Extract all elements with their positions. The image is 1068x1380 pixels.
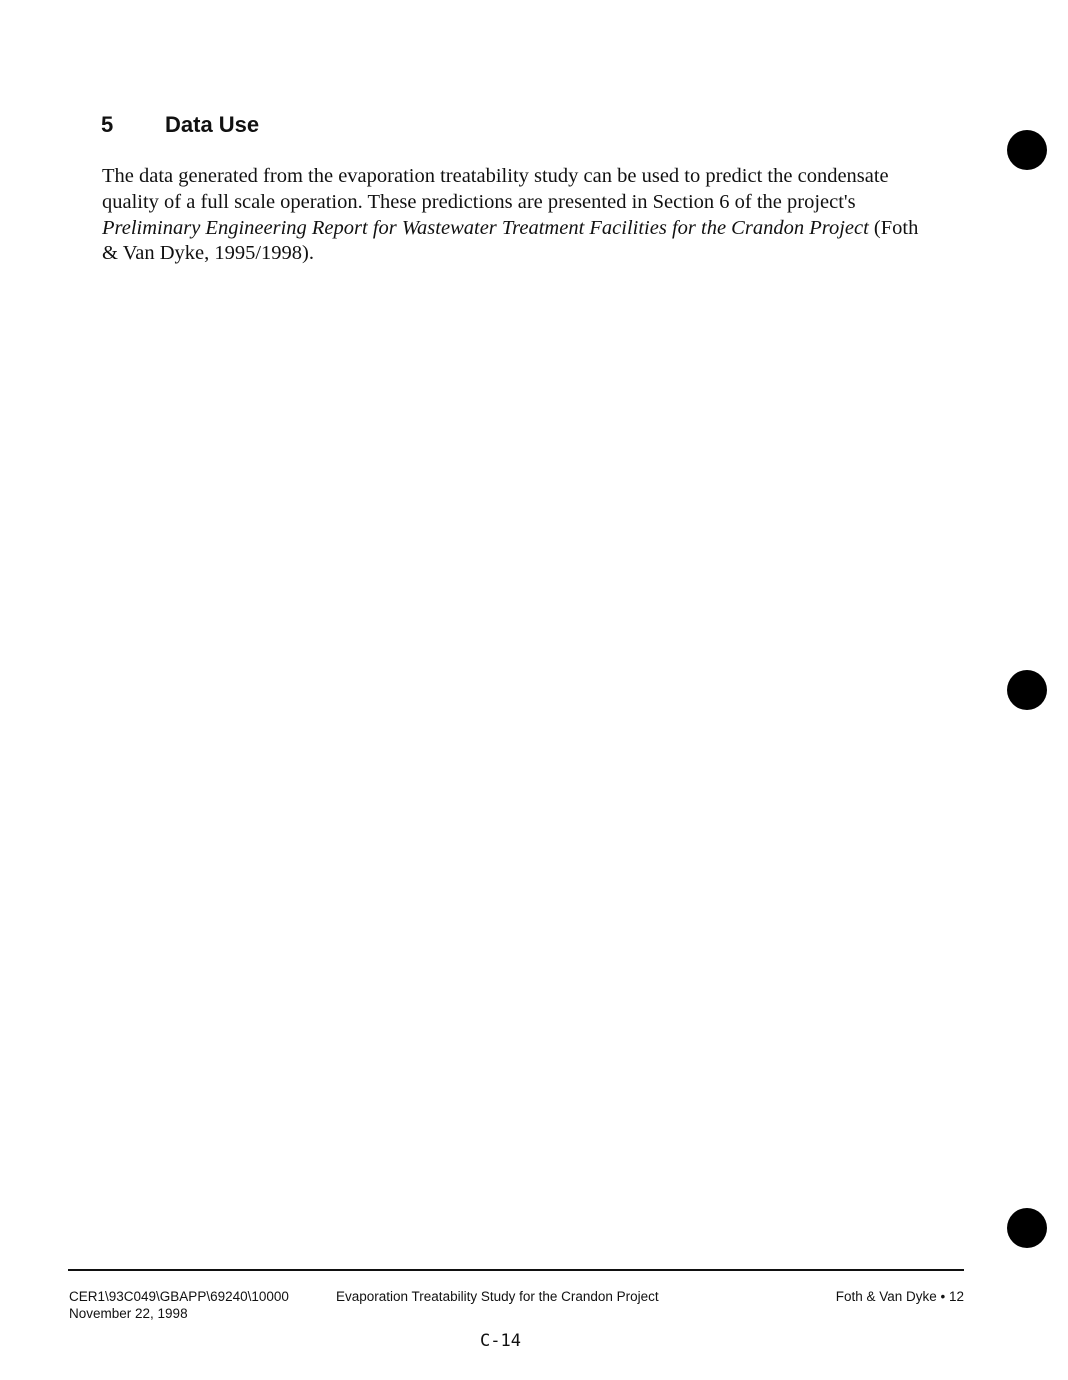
body-text-before: The data generated from the evaporation treatability study can be used to predict the condensate quality of a full scale operation. These predictions are presented in Section 6 of the project's <box>102 165 889 213</box>
report-title: Preliminary Engineering Report for Wastewater Treatment Facilities for the Crandon Project <box>102 216 869 239</box>
footer-left <box>69 1288 289 1322</box>
page-number: C-14 <box>480 1331 521 1351</box>
footer-divider <box>68 1269 964 1271</box>
body-text-after: (Foth & Van Dyke, 1995/1998). <box>102 216 919 265</box>
section-number: 5 <box>101 112 114 137</box>
section-heading <box>101 112 259 138</box>
footer-file-path: CER1\93C049\GBAPP\69240\10000 <box>69 1289 289 1304</box>
binder-hole-top <box>1007 130 1047 170</box>
body-paragraph <box>102 164 932 267</box>
section-title: Data Use <box>165 112 260 137</box>
footer-date: November 22, 1998 <box>69 1306 188 1321</box>
footer-document-title: Evaporation Treatability Study for the Crandon Project <box>336 1289 659 1304</box>
binder-hole-middle <box>1007 670 1047 710</box>
binder-hole-bottom <box>1007 1208 1047 1248</box>
footer-company-page: Foth & Van Dyke • 12 <box>835 1289 964 1304</box>
